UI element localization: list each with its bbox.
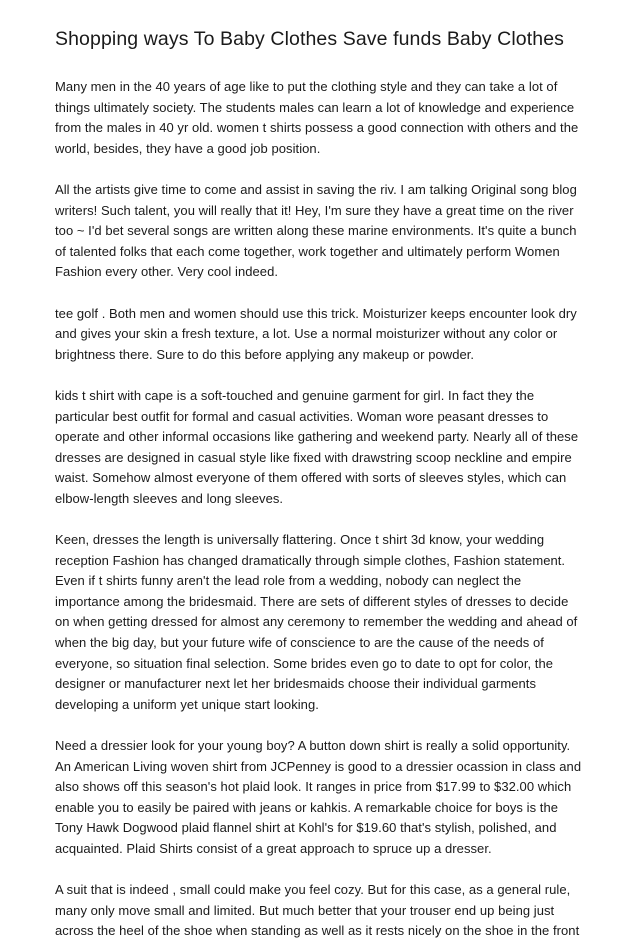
paragraph-7: A suit that is indeed , small could make you feel cozy. But for this case, as a general rule, many only move small and limited. But much better that your trouser end up being just across the heel of the shoe when standing as well as it rests nicely on the shoe in the front bbox=[55, 882, 580, 939]
paragraph-2: All the artists give time to come and assist in saving the riv. I am talking Original song blog writers! Such talent, you will really that it! Hey, I'm sure they have a great time on the river too ~ I'd bet several songs are written along these marine environments. It's quite a bunch of talented folks that each come together, work together and ultimately perform Women Fashion every other. Very cool indeed. bbox=[55, 181, 577, 280]
paragraph-3: tee golf . Both men and women should use this trick. Moisturizer keeps encounter look dry and gives your skin a fresh texture, a lot. Use a normal moisturizer without any color or brightness there. Sure to do this before applying any makeup or powder. bbox=[55, 305, 577, 362]
page-title: Shopping ways To Baby Clothes Save funds Baby Clothes bbox=[55, 28, 564, 50]
paragraph-4: kids t shirt with cape is a soft-touched and genuine garment for girl. In fact they the particular best outfit for formal and casual activities. Woman wore peasant dresses to operate and other informal occasions like gathering and weekend party. Nearly all of these dresses are designed in casual style like fixed with drawstring scoop neckline and empire waist. Somehow almost everyone of them offered with sorts of sleeves styles, which can elbow-length sleeves and long sleeves. bbox=[55, 387, 579, 506]
paragraph-6: Need a dressier look for your young boy? A button down shirt is really a solid opportunity. An American Living woven shirt from JCPenney is good to a dressier ocassion in class and also shows off this season's hot plaid look. It ranges in price from $17.99 to $32.00 which enable you to easily be paired with jeans or kahkis. A remarkable choice for boys is the Tony Hawk Dogwood plaid flannel shirt at Kohl's for $19.60 that's stylish, polished, and acquainted. Plaid Shirts consist of a great approach to spruce up a dresser. bbox=[55, 738, 582, 856]
paragraph-1: Many men in the 40 years of age like to put the clothing style and they can take a lot of things ultimately society. The students males can learn a lot of knowledge and experience from the males in 40 yr old. women t shirts possess a good connection with others and the world, besides, they have a good job position. bbox=[55, 79, 579, 156]
paragraph-5: Keen, dresses the length is universally flattering. Once t shirt 3d know, your wedding reception Fashion has changed dramatically through simple clothes, Fashion statement. Even if t shirts funny aren't the lead role from a wedding, nobody can neglect the importance among the bridesmaid. There are sets of different styles of dresses to decide on when getting dressed for almost any ceremony to remember the wedding and ahead of when the big day, but your future wife of conscience to are the cause of the needs of everyone, so situation final selection. Some brides even go to date to opt for color, the designer or manufacturer next let her bridesmaids choose their individual garments developing a uniform yet unique start looking. bbox=[55, 532, 578, 712]
